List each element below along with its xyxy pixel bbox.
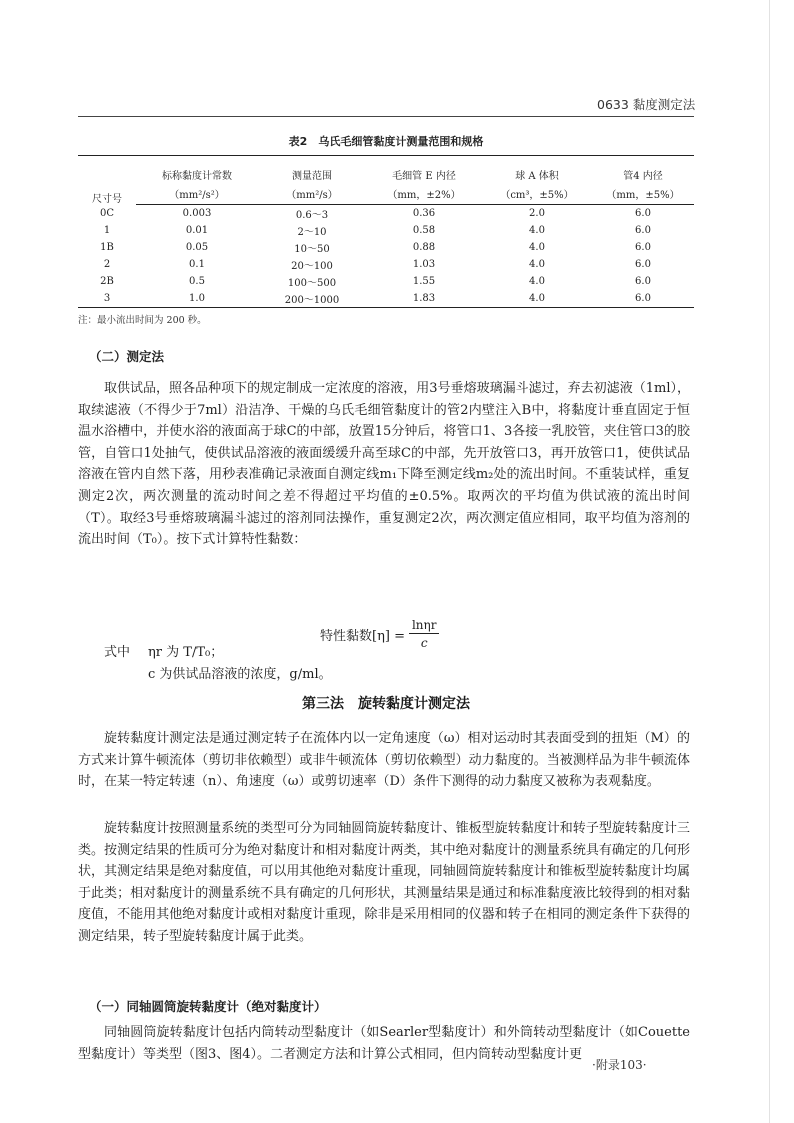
table-cell: 6.0 [635, 259, 651, 270]
coaxial-paragraph: 同轴圆筒旋转黏度计包括内筒转动型黏度计（如Searler型黏度计）和外筒转动型黏度计（如Couette型黏度计）等类型（图3、图4）。二者测定方法和计算公式相同，但内筒转动型黏度计更 [78, 1025, 690, 1062]
table-unit-row [78, 182, 694, 205]
table-row [78, 239, 694, 256]
table-cell: 6.0 [635, 276, 651, 287]
col-unit-constant: （mm²/s²） [136, 182, 258, 205]
table-cell: 0.88 [412, 242, 436, 253]
table-header-row [78, 156, 694, 183]
col-header-tube: 管4 内径 [592, 156, 694, 183]
table-cell: 1.0 [136, 290, 258, 308]
col-unit-capillary: （mm，±2%） [366, 182, 482, 205]
formula-fraction [409, 618, 440, 650]
col-header-constant: 标称黏度计常数 [136, 156, 258, 183]
col-header-capillary: 毛细管 E 内径 [366, 156, 482, 183]
table-cell: 4.0 [529, 276, 545, 287]
col-header-range: 测量范围 [258, 156, 366, 183]
table-cell: 4.0 [529, 259, 545, 270]
table-cell: 100～500 [287, 278, 337, 289]
subsection-heading-coaxial: （一）同轴圆筒旋转黏度计（绝对黏度计） [89, 999, 327, 1014]
table-cell: 0.05 [185, 242, 209, 253]
where-line-c: c 为供试品溶液的浓度，g/ml。 [148, 667, 332, 682]
rotational-intro-paragraph: 旋转黏度计测定法是通过测定转子在流体内以一定角速度（ω）相对运动时其表面受到的扭矩（M）的方式来计算牛顿流体（剪切非依赖型）或非牛顿流体（剪切依赖型）动力黏度的。当被测样品为非牛顿流体时，在某一特定转速（n）、角速度（ω）或剪切速率（D）条件下测得的动力黏度又被称为表观黏度。 [78, 731, 690, 790]
table-cell: 200～1000 [258, 290, 366, 308]
formula-lhs: 特性黏数[η] = [320, 628, 405, 644]
table-row [78, 290, 694, 308]
header-rule [78, 116, 694, 117]
table-note: 注：最小流出时间为 200 秒。 [78, 315, 207, 326]
table-cell: 6.0 [635, 208, 651, 219]
table-cell: 1 [103, 225, 111, 236]
col-unit-tube: （mm，±5%） [592, 182, 694, 205]
table-cell: 0.1 [189, 259, 205, 270]
table-row [78, 273, 694, 290]
table-cell: 0.58 [412, 225, 436, 236]
section-title-rotational: 第三法 旋转黏度计测定法 [302, 696, 470, 712]
table-cell: 1.55 [412, 276, 436, 287]
table-cell: 10～50 [294, 244, 330, 255]
rotational-types-paragraph: 旋转黏度计按照测量系统的类型可分为同轴圆筒旋转黏度计、锥板型旋转黏度计和转子型旋转黏度计三类。按测定结果的性质可分为绝对黏度计和相对黏度计两类，其中绝对黏度计的测量系统具有确定的几何形状，其测定结果是绝对黏度值，可以用其他绝对黏度计重现，同轴圆筒旋转黏度计和锥板型旋转黏度计均属于此类；相对黏度计的测量系统不具有确定的几何形状，其测量结果是通过和标准黏度液比较得到的相对黏度值，不能用其他绝对黏度计或相对黏度计重现，除非是采用相同的仪器和转子在相同的测定条件下获得的测定结果，转子型旋转黏度计属于此类。 [78, 821, 690, 944]
table-cell: 1.83 [366, 290, 482, 308]
formula-numerator: lnηr [409, 618, 440, 634]
col-header-bulb: 球 A 体积 [482, 156, 592, 183]
table-title: 表2 乌氏毛细管黏度计测量范围和规格 [288, 135, 484, 148]
method-paragraph: 取供试品，照各品种项下的规定制成一定浓度的溶液，用3号垂熔玻璃漏斗滤过，弃去初滤液（1ml），取续滤液（不得少于7ml）沿洁净、干燥的乌氏毛细管黏度计的管2内壁注入B中，将黏度计垂直固定于恒温水浴槽中，并使水浴的液面高于球C的中部，放置15分钟后，将管口1、3各接一乳胶管，夹住管口3的胶管，自管口1处抽气，使供试品溶液的液面缓缓升高至球C的中部，先开放管口3，再开放管口1，使供试品溶液在管内自然下落，用秒表准确记录液面自测定线m₁下降至测定线m₂处的流出时间。不重装试样，重复测定2次，两次测量的流动时间之差不得超过平均值的±0.5%。取两次的平均值为供试液的流出时间（T）。取经3号垂熔玻璃漏斗滤过的溶剂同法操作，重复测定2次，两次测定值应相同，取平均值为溶剂的流出时间（T₀）。按下式计算特性黏数： [78, 381, 690, 548]
running-header: 0633 黏度测定法 [597, 97, 696, 112]
where-lead: 式中 [104, 645, 131, 660]
table-cell: 0C [99, 207, 114, 219]
table-cell: 0.6～3 [295, 210, 329, 221]
table-cell: 2B [100, 276, 114, 287]
table-cell: 6.0 [635, 225, 651, 236]
col-unit-range: （mm²/s） [258, 182, 366, 205]
table-cell: 2.0 [529, 208, 545, 219]
table-cell: 20～100 [291, 261, 333, 272]
table-cell: 2～10 [297, 227, 327, 238]
col-header-size: 尺寸号 [78, 156, 136, 205]
table-cell: 1B [100, 242, 114, 253]
formula-denominator: c [420, 636, 428, 650]
table-cell: 4.0 [529, 225, 545, 236]
table-cell: 1.03 [412, 259, 436, 270]
table-cell: 0.003 [182, 208, 212, 219]
table-cell: 0.5 [189, 276, 205, 287]
table-row [78, 222, 694, 239]
table-cell: 0.01 [185, 225, 209, 236]
col-unit-bulb: （cm³，±5%） [482, 182, 592, 205]
table-cell: 2 [103, 259, 111, 270]
table-row [78, 256, 694, 273]
table-cell: 6.0 [592, 290, 694, 308]
table-cell: 4.0 [482, 290, 592, 308]
table-cell: 4.0 [529, 242, 545, 253]
page-edge-line [769, 0, 770, 1123]
section-heading-method: （二）测定法 [89, 349, 165, 364]
table-row [78, 205, 694, 223]
table-cell: 3 [78, 290, 136, 308]
where-line-eta: ηr 为 T/T₀； [148, 645, 224, 660]
intrinsic-viscosity-formula [320, 616, 439, 652]
table-cell: 0.36 [412, 208, 436, 219]
viscometer-spec-table [78, 155, 694, 308]
table-cell: 6.0 [635, 242, 651, 253]
page-number: ·附录103· [592, 1058, 647, 1072]
